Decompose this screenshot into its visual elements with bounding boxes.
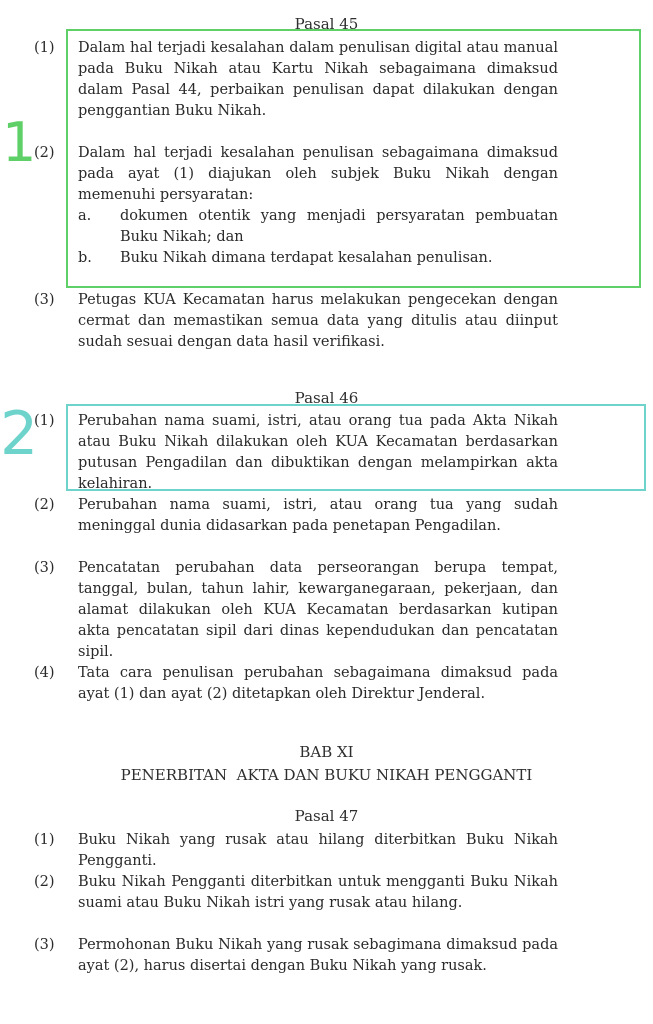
pasal-45-ayat-3-number: (3)	[34, 292, 55, 308]
pasal-45-item-a-letter: a.	[78, 208, 92, 224]
bab-subtitle: PENERBITAN AKTA DAN BUKU NIKAH PENGGANTI	[120, 766, 533, 784]
pasal-45-ayat-2-number: (2)	[34, 145, 55, 161]
bab-title: BAB XI	[299, 743, 354, 761]
pasal-46-ayat-4-text: Tata cara penulisan perubahan sebagaimana dimaksud pada ayat (1) dan ayat (2) ditetapkan oleh Direktur Jenderal.	[78, 665, 558, 702]
pasal-46-ayat-2-number: (2)	[34, 497, 55, 513]
pasal-46-ayat-2-text: Perubahan nama suami, istri, atau orang tua yang sudah meninggal dunia didasarkan pada penetapan Pengadilan.	[78, 497, 558, 534]
pasal-45-item-b-letter: b.	[78, 250, 92, 266]
pasal-46-title: Pasal 46	[294, 389, 359, 407]
pasal-47-ayat-2-text: Buku Nikah Pengganti diterbitkan untuk mengganti Buku Nikah suami atau Buku Nikah istri yang rusak atau hilang.	[78, 874, 558, 911]
pasal-46-ayat-1-text: Perubahan nama suami, istri, atau orang tua pada Akta Nikah atau Buku Nikah dilakukan oleh KUA Kecamatan berdasarkan putusan Pengadilan dan dibuktikan dengan melampirkan akta kelahiran.	[78, 413, 558, 492]
pasal-45-ayat-1-text: Dalam hal terjadi kesalahan dalam penulisan digital atau manual pada Buku Nikah atau Kartu Nikah sebagaimana dimaksud dalam Pasal 44, perbaikan penulisan dapat dilakukan dengan penggantian Buku Nikah.	[78, 40, 558, 119]
pasal-45-item-b-text: Buku Nikah dimana terdapat kesalahan penulisan.	[120, 250, 493, 266]
pasal-45-ayat-1-number: (1)	[34, 40, 55, 56]
pasal-46-ayat-4-number: (4)	[34, 665, 55, 681]
pasal-45-ayat-3-text: Petugas KUA Kecamatan harus melakukan pengecekan dengan cermat dan memastikan semua data yang ditulis atau diinput sudah sesuai dengan data hasil verifikasi.	[78, 292, 558, 350]
pasal-45-title: Pasal 45	[294, 15, 359, 33]
pasal-45-ayat-2-text: Dalam hal terjadi kesalahan penulisan sebagaimana dimaksud pada ayat (1) diajukan oleh subjek Buku Nikah dengan memenuhi persyaratan:	[78, 145, 558, 203]
pasal-47-ayat-3-text: Permohonan Buku Nikah yang rusak sebagimana dimaksud pada ayat (2), harus disertai dengan Buku Nikah yang rusak.	[78, 937, 558, 974]
pasal-47-ayat-2-number: (2)	[34, 874, 55, 890]
pasal-45-item-a-text: dokumen otentik yang menjadi persyaratan pembuatan Buku Nikah; dan	[120, 208, 558, 245]
pasal-46-ayat-3-number: (3)	[34, 560, 55, 576]
pasal-46-ayat-1-number: (1)	[34, 413, 55, 429]
pasal-46-ayat-3-text: Pencatatan perubahan data perseorangan berupa tempat, tanggal, bulan, tahun lahir, kewarganegaraan, pekerjaan, dan alamat dilakukan oleh KUA Kecamatan berdasarkan kutipan akta pencatatan sipil dari dinas kependudukan dan pencatatan sipil.	[78, 560, 558, 660]
pasal-47-ayat-1-text: Buku Nikah yang rusak atau hilang diterbitkan Buku Nikah Pengganti.	[78, 832, 558, 869]
pasal-47-title: Pasal 47	[294, 807, 359, 825]
annotation-label-2: 2	[0, 399, 39, 469]
pasal-47-ayat-3-number: (3)	[34, 937, 55, 953]
annotation-label-1: 1	[2, 111, 37, 174]
pasal-47-ayat-1-number: (1)	[34, 832, 55, 848]
